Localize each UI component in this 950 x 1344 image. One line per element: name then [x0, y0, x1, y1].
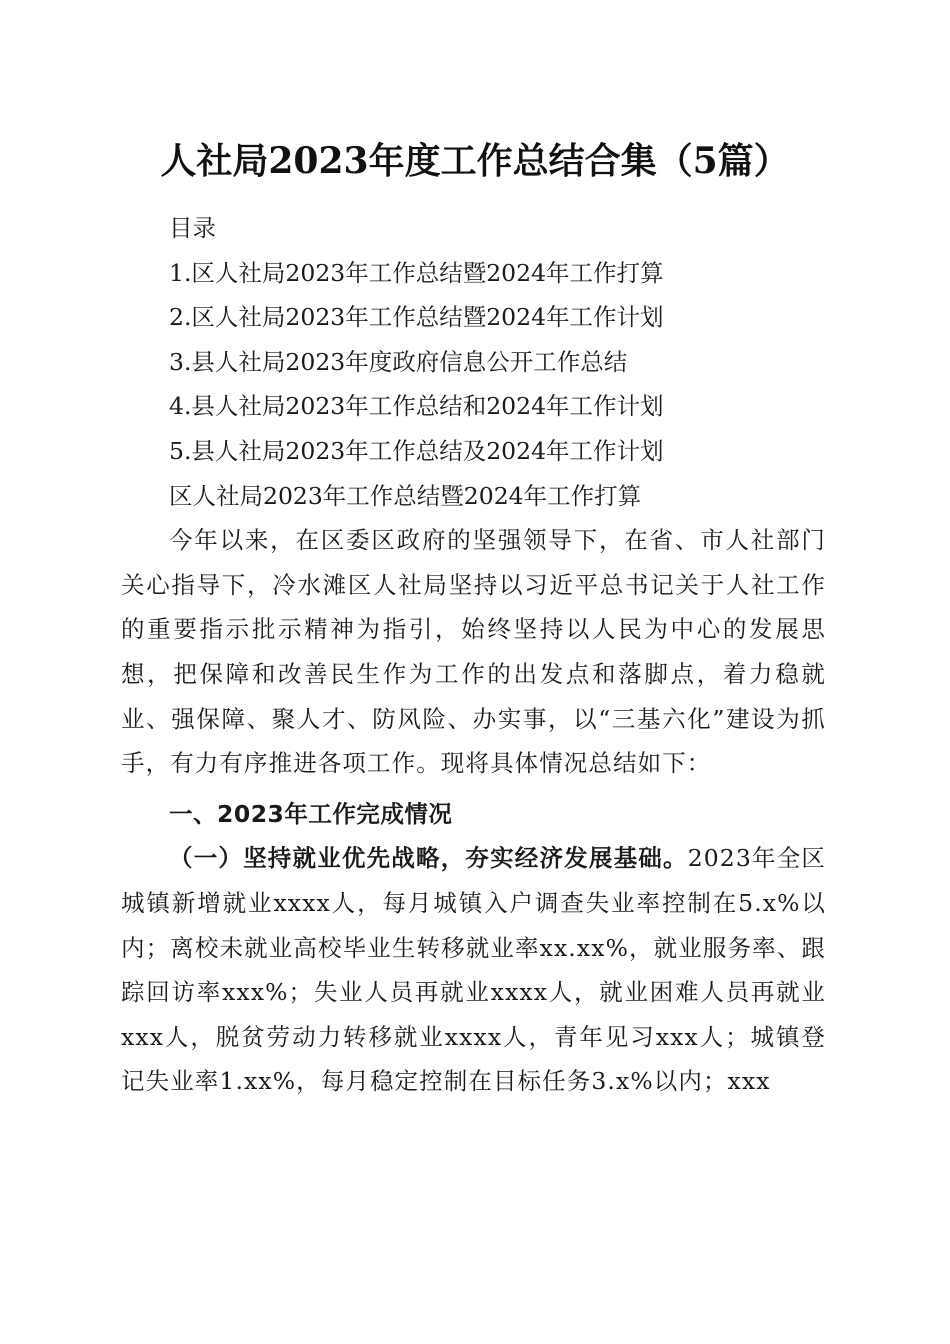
- subsection-lead: （一）坚持就业优先战略，夯实经济发展基础。: [169, 844, 688, 873]
- article-title: 区人社局2023年工作总结暨2024年工作打算: [169, 481, 642, 510]
- toc-item-2: 2.区人社局2023年工作总结暨2024年工作计划: [169, 303, 664, 332]
- document-title: 人社局2023年度工作总结合集（5篇）: [160, 140, 790, 182]
- toc-item-5: 5.县人社局2023年工作总结及2024年工作计划: [169, 436, 664, 465]
- toc-heading: 目录: [169, 214, 216, 242]
- document-body: [121, 206, 826, 1104]
- toc-item-4: 4.县人社局2023年工作总结和2024年工作计划: [169, 392, 664, 421]
- subsection-text: 2023年全区城镇新增就业xxxx人，每月城镇入户调查失业率控制在5.x%以内；离校未就业高校毕业生转移就业率xx.xx%，就业服务率、跟踪回访率xxx%；失业人员再就业xxxx人，就业困难人员再就业xxx人，脱贫劳动力转移就业xxxx人，青年见习xxx人；城镇登记失业率1.xx%，每月稳定控制在目标任务3.x%以内；xxx: [121, 844, 826, 1096]
- intro-paragraph: 今年以来，在区委区政府的坚强领导下，在省、市人社部门关心指导下，冷水滩区人社局坚持以习近平总书记关于人社工作的重要指示批示精神为指引，始终坚持以人民为中心的发展思想，把保障和改善民生作为工作的出发点和落脚点，着力稳就业、强保障、聚人才、防风险、办实事，以“三基六化”建设为抓手，有力有序推进各项工作。现将具体情况总结如下：: [121, 526, 826, 778]
- subsection-paragraph: [121, 836, 826, 1104]
- toc-item-3: 3.县人社局2023年度政府信息公开工作总结: [169, 347, 628, 376]
- toc-item-1: 1.区人社局2023年工作总结暨2024年工作打算: [169, 258, 664, 287]
- section-heading: 一、2023年工作完成情况: [169, 799, 453, 828]
